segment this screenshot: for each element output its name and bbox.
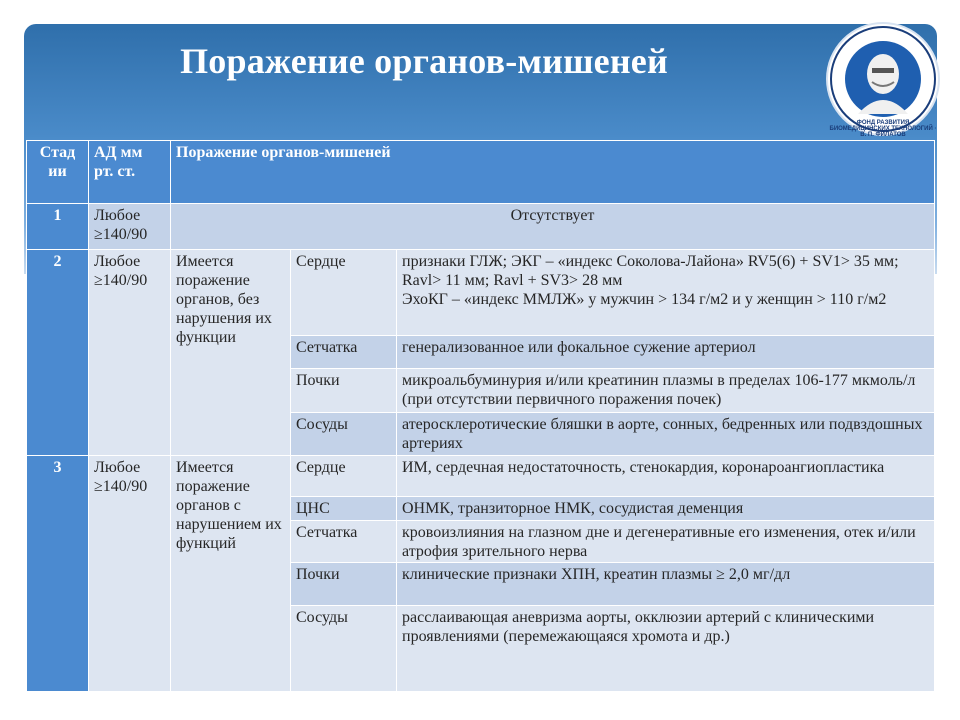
slide-title: Поражение органов-мишеней	[180, 41, 668, 81]
table-row	[27, 456, 935, 497]
finding-text: ЭхоКГ – «индекс ММЛЖ» у мужчин > 134 г/м2 и у женщин > 110 г/м2	[402, 291, 887, 308]
finding-text: признаки ГЛЖ; ЭКГ – «индекс Соколова-Лайона» RV5(6) + SV1> 35 мм; Ravl> 11 мм; Ravl + SV3> 28 мм	[402, 253, 899, 289]
stage-description: Имеется поражение органов, без нарушения их функции	[171, 250, 291, 456]
finding-cell: микроальбуминурия и/или креатинин плазмы в пределах 106-177 мкмоль/л (при отсутствии первичного поражения почек)	[397, 369, 935, 413]
finding-cell: атеросклеротические бляшки в аорте, сонных, бедренных или подвздошных артериях	[397, 413, 935, 456]
finding-cell: клинические признаки ХПН, креатин плазмы ≥ 2,0 мг/дл	[397, 563, 935, 606]
logo-caption: ФОНД РАЗВИТИЯ БИОМЕДИЦИНСКИХ ТЕХНОЛОГИЙ · В. П. ФИЛАТОВ	[829, 120, 937, 138]
stage-cell: 1	[27, 204, 89, 250]
stage-cell: 3	[27, 456, 89, 692]
stage-description: Имеется поражение органов с нарушением их функций	[171, 456, 291, 692]
bp-cell: Любое ≥140/90	[89, 204, 171, 250]
bp-cell: Любое ≥140/90	[89, 456, 171, 692]
bp-cell: Любое ≥140/90	[89, 250, 171, 456]
finding-cell: ОНМК, транзиторное НМК, сосудистая деменция	[397, 497, 935, 521]
finding-cell: кровоизлияния на глазном дне и дегенеративные его изменения, отек и/или атрофия зрительного нерва	[397, 521, 935, 563]
finding-cell: ИМ, сердечная недостаточность, стенокардия, коронароангиопластика	[397, 456, 935, 497]
organ-cell: Сосуды	[291, 413, 397, 456]
table-row	[27, 204, 935, 250]
organ-cell: Почки	[291, 563, 397, 606]
organ-cell: ЦНС	[291, 497, 397, 521]
stage-cell: 2	[27, 250, 89, 456]
target-organ-table	[26, 140, 935, 692]
organ-cell: Сердце	[291, 250, 397, 336]
organ-cell: Сосуды	[291, 606, 397, 692]
header-stage: Стад ии	[27, 141, 89, 204]
finding-cell	[397, 606, 935, 692]
header-damage: Поражение органов-мишеней	[171, 141, 935, 204]
foundation-logo	[828, 24, 938, 138]
damage-cell: Отсутствует	[171, 204, 935, 250]
organ-cell: Почки	[291, 369, 397, 413]
finding-cell	[397, 250, 935, 336]
table-header-row	[27, 141, 935, 204]
portrait-emblem-icon	[828, 24, 938, 134]
header-bp: АД мм рт. ст.	[89, 141, 171, 204]
organ-cell: Сетчатка	[291, 336, 397, 369]
organ-cell: Сетчатка	[291, 521, 397, 563]
organ-cell: Сердце	[291, 456, 397, 497]
finding-text: проявлениями (перемежающаяся хромота и др.)	[402, 628, 730, 645]
finding-cell: генерализованное или фокальное сужение артериол	[397, 336, 935, 369]
finding-text: расслаивающая аневризма аорты, окклюзии артерий с клиническими	[402, 609, 875, 626]
table-row	[27, 250, 935, 336]
